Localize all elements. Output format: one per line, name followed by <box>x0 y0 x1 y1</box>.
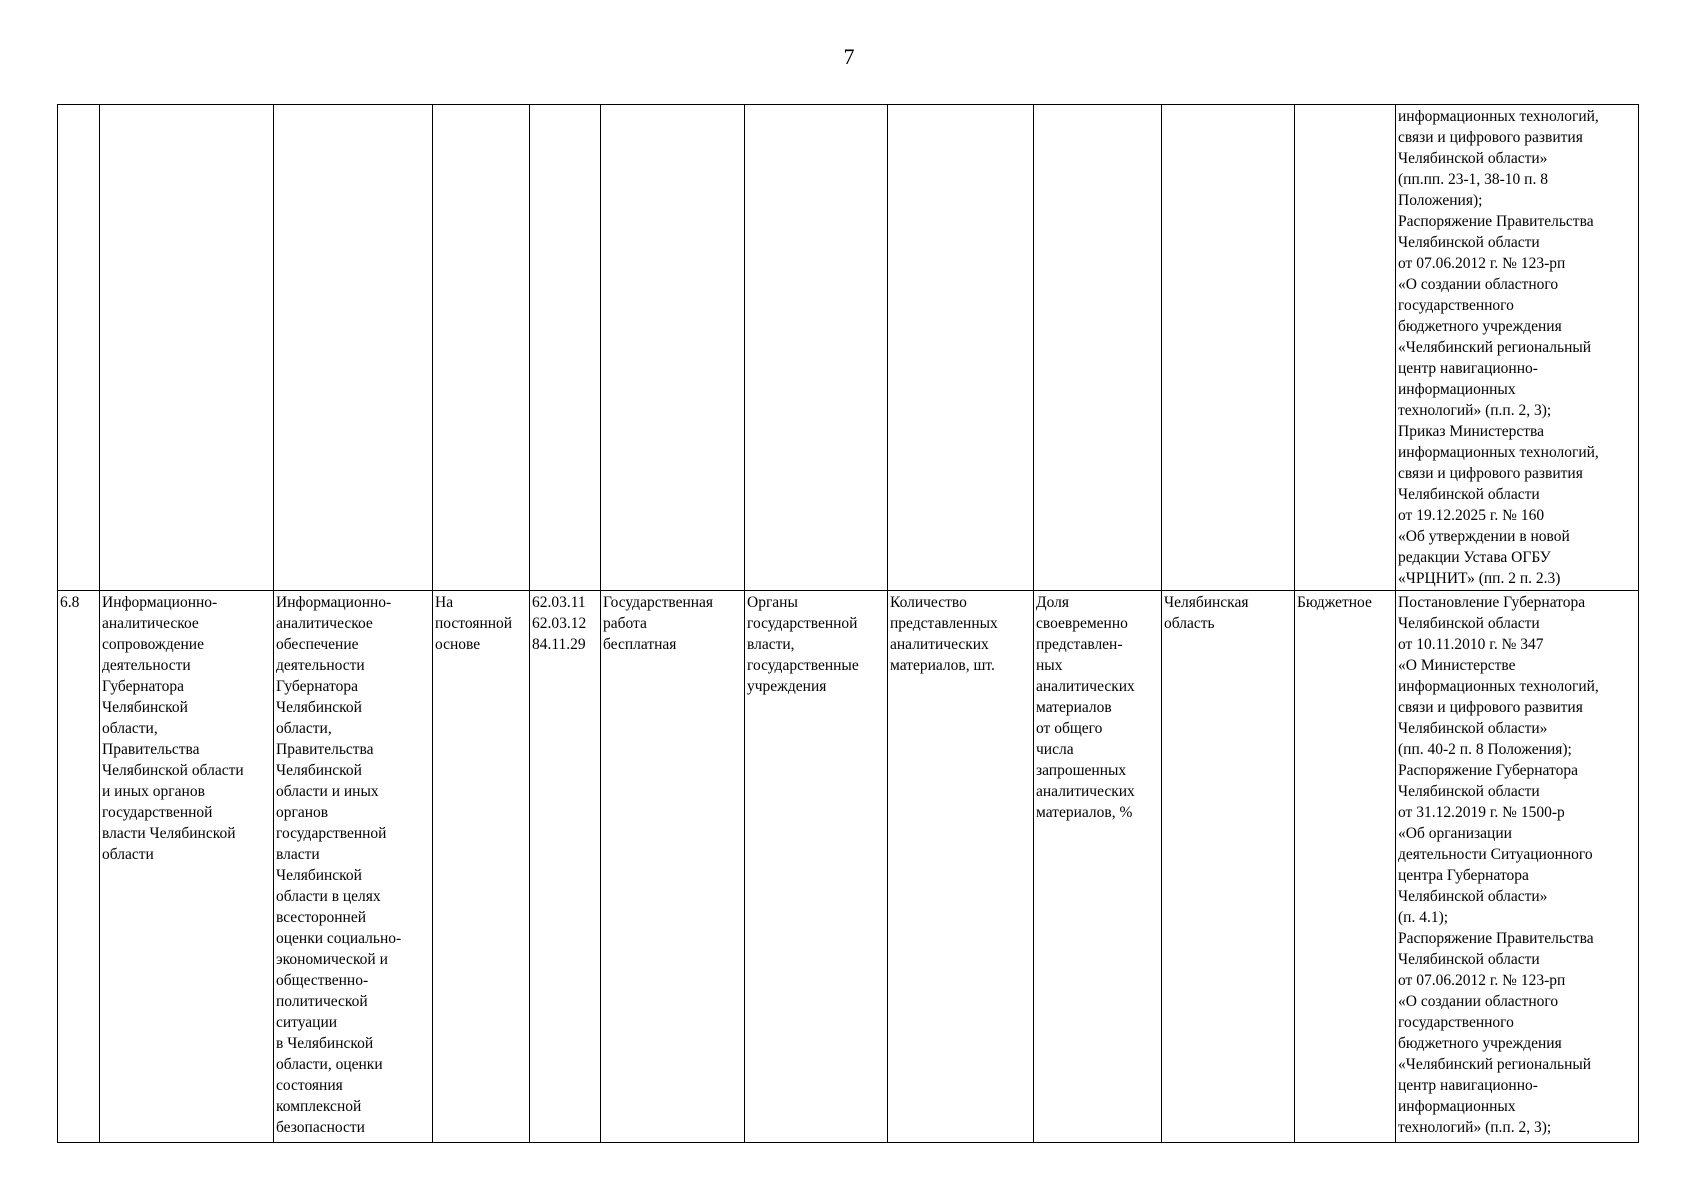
cell-territory <box>1162 105 1295 591</box>
cell-work-content <box>274 105 433 591</box>
cell-work-type <box>601 105 745 591</box>
cell-work-type: Государственная работа бесплатная <box>601 591 745 1143</box>
cell-work-content: Информационно- аналитическое обеспечение деятельности Губернатора Челябинской области, Правительства Челябинской области и иных органов государственной власти Челябинской области в целях всесторонней оценки социально- экономической и общественно- политической ситуации в Челябинской области, оценки состояния комплексной безопасности <box>274 591 433 1143</box>
cell-quality-indicator: Доля своевременно представлен- ных аналитических материалов от общего числа запрошенных аналитических материалов, % <box>1034 591 1162 1143</box>
cell-work-name: Информационно- аналитическое сопровождение деятельности Губернатора Челябинской области, Правительства Челябинской области и иных органов государственной власти Челябинской области <box>100 591 274 1143</box>
cell-volume-indicator: Количество представленных аналитических материалов, шт. <box>888 591 1034 1143</box>
cell-work-name <box>100 105 274 591</box>
services-table <box>57 104 1639 1143</box>
cell-volume-indicator <box>888 105 1034 591</box>
cell-okved-codes: 62.03.11 62.03.12 84.11.29 <box>530 591 601 1143</box>
cell-institution-type <box>1295 105 1396 591</box>
cell-territory: Челябинская область <box>1162 591 1295 1143</box>
cell-legal-basis: Постановление Губернатора Челябинской области от 10.11.2010 г. № 347 «О Министерстве информационных технологий, связи и цифрового развития Челябинской области» (пп. 40-2 п. 8 Положения); Распоряжение Губернатора Челябинской области от 31.12.2019 г. № 1500-р «Об организации деятельности Ситуационного центра Губернатора Челябинской области» (п. 4.1); Распоряжение Правительства Челябинской области от 07.06.2012 г. № 123-рп «О создании областного государственного бюджетного учреждения «Челябинский региональный центр навигационно- информационных технологий» (п.п. 2, 3); <box>1396 591 1639 1143</box>
table-row-6-8 <box>58 591 1639 1143</box>
cell-frequency: На постоянной основе <box>433 591 530 1143</box>
cell-number <box>58 105 100 591</box>
cell-consumers <box>745 105 888 591</box>
page-number: 7 <box>843 44 855 69</box>
cell-legal-basis: информационных технологий, связи и цифрового развития Челябинской области» (пп.пп. 23-1, 38-10 п. 8 Положения); Распоряжение Правительства Челябинской области от 07.06.2012 г. № 123-рп «О создании областного государственного бюджетного учреждения «Челябинский региональный центр навигационно- информационных технологий» (п.п. 2, 3); Приказ Министерства информационных технологий, связи и цифрового развития Челябинской области от 19.12.2025 г. № 160 «Об утверждении в новой редакции Устава ОГБУ «ЧРЦНИТ» (пп. 2 п. 2.3) <box>1396 105 1639 591</box>
table-row-continuation <box>58 105 1639 591</box>
cell-consumers: Органы государственной власти, государственные учреждения <box>745 591 888 1143</box>
cell-number: 6.8 <box>58 591 100 1143</box>
cell-institution-type: Бюджетное <box>1295 591 1396 1143</box>
cell-frequency <box>433 105 530 591</box>
cell-quality-indicator <box>1034 105 1162 591</box>
cell-okved-codes <box>530 105 601 591</box>
